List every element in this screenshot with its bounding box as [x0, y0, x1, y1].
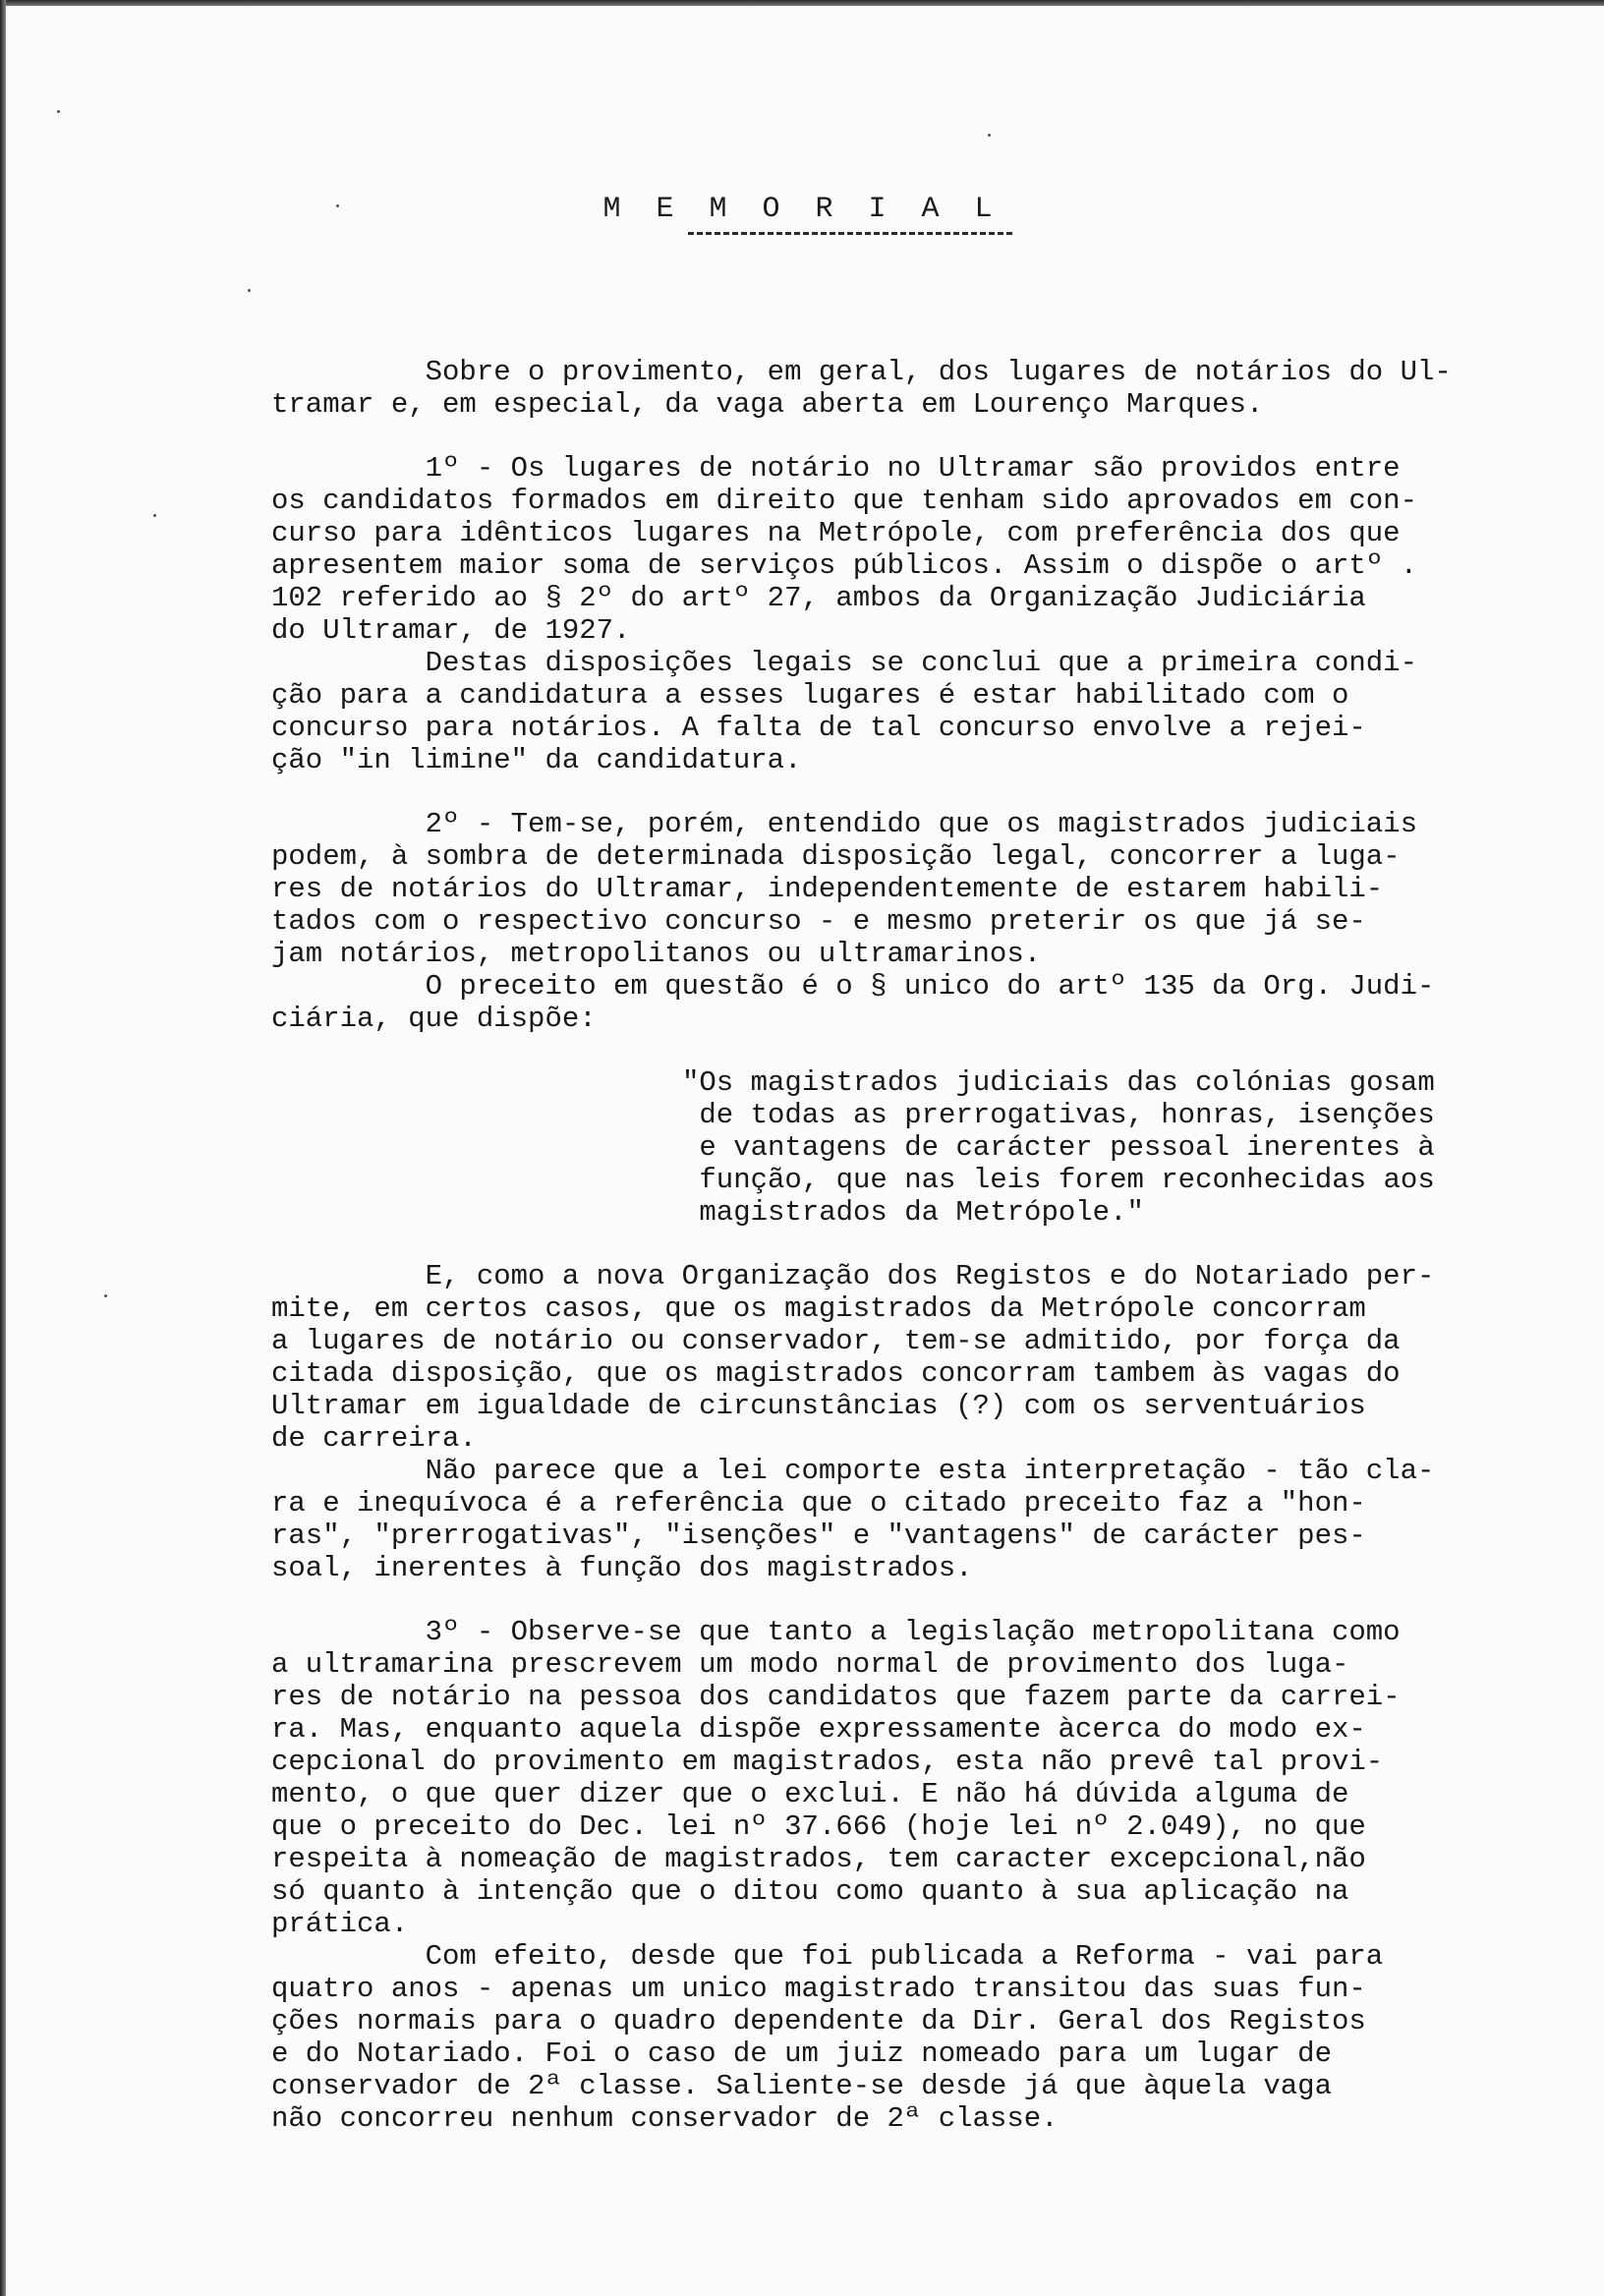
text-line: não concorreu nenhum conservador de 2ª classe.: [271, 2102, 1059, 2135]
page-left-edge: [0, 0, 6, 2296]
scan-speck: [57, 110, 60, 113]
text-line: podem, à sombra de determinada disposição legal, concorrer a luga-: [271, 840, 1401, 873]
text-line: concurso para notários. A falta de tal concurso envolve a rejei-: [271, 712, 1366, 744]
text-line: jam notários, metropolitanos ou ultramarinos.: [271, 938, 1042, 970]
text-line: os candidatos formados em direito que tenham sido aprovados em con-: [271, 485, 1417, 517]
title-underline: [688, 232, 1012, 235]
text-line: ciária, que dispõe:: [271, 1003, 597, 1035]
document-title: M E M O R I A L: [602, 193, 1002, 226]
text-line: O preceito em questão é o § unico do artº 135 da Org. Judi-: [271, 970, 1435, 1003]
text-line: Com efeito, desde que foi publicada a Reforma - vai para: [271, 1940, 1384, 1973]
page-top-edge: [0, 0, 1604, 6]
text-line: tramar e, em especial, da vaga aberta em Lourenço Marques.: [271, 388, 1264, 421]
scan-speck: [153, 514, 156, 517]
text-line: prática.: [271, 1908, 409, 1940]
text-line: a lugares de notário ou conservador, tem-se admitido, por força da: [271, 1325, 1401, 1357]
text-line: res de notário na pessoa dos candidatos que fazem parte da carrei-: [271, 1681, 1401, 1713]
text-line: ção "in limine" da candidatura.: [271, 744, 802, 776]
text-line: Ultramar em igualdade de circunstâncias (?) com os serventuários: [271, 1390, 1366, 1422]
scan-speck: [248, 289, 251, 292]
text-line: que o preceito do Dec. lei nº 37.666 (hoje lei nº 2.049), no que: [271, 1810, 1366, 1843]
text-line: mite, em certos casos, que os magistrados da Metrópole concorram: [271, 1292, 1366, 1325]
text-line: do Ultramar, de 1927.: [271, 614, 631, 647]
text-line: ra. Mas, enquanto aquela dispõe expressamente àcerca do modo ex-: [271, 1713, 1366, 1746]
text-line: cepcional do provimento em magistrados, esta não prevê tal provi-: [271, 1746, 1384, 1778]
text-line: a ultramarina prescrevem um modo normal de provimento dos luga-: [271, 1648, 1349, 1681]
text-line: conservador de 2ª classe. Saliente-se desde já que àquela vaga: [271, 2070, 1332, 2102]
text-line: soal, inerentes à função dos magistrados.: [271, 1552, 973, 1584]
quote-line: função, que nas leis forem reconhecidas aos: [682, 1164, 1435, 1196]
text-line: ra e inequívoca é a referência que o citado preceito faz a "hon-: [271, 1487, 1366, 1520]
text-line: citada disposição, que os magistrados concorram tambem às vagas do: [271, 1357, 1401, 1390]
scan-speck: [104, 1294, 107, 1297]
quote-line: de todas as prerrogativas, honras, isenções: [682, 1099, 1435, 1131]
text-line: respeita à nomeação de magistrados, tem caracter excepcional,não: [271, 1843, 1366, 1875]
text-line: ção para a candidatura a esses lugares é estar habilitado com o: [271, 679, 1349, 712]
text-line: E, como a nova Organização dos Registos e do Notariado per-: [271, 1260, 1435, 1292]
text-line: só quanto à intenção que o ditou como quanto à sua aplicação na: [271, 1875, 1349, 1908]
text-line: Sobre o provimento, em geral, dos lugares de notários do Ul-: [271, 356, 1452, 388]
text-line: Destas disposições legais se conclui que a primeira condi-: [271, 647, 1417, 679]
text-line: mento, o que quer dizer que o exclui. E não há dúvida alguma de: [271, 1778, 1349, 1810]
text-line: 102 referido ao § 2º do artº 27, ambos da Organização Judiciária: [271, 582, 1366, 614]
text-line: de carreira.: [271, 1422, 477, 1455]
scan-speck: [988, 134, 991, 137]
text-line: e do Notariado. Foi o caso de um juiz nomeado para um lugar de: [271, 2038, 1332, 2070]
text-line: ções normais para o quadro dependente da Dir. Geral dos Registos: [271, 2005, 1366, 2038]
text-line: apresentem maior soma de serviços públicos. Assim o dispõe o artº .: [271, 549, 1417, 582]
text-line: res de notários do Ultramar, independentemente de estarem habili-: [271, 873, 1384, 905]
text-line: tados com o respectivo concurso - e mesmo preterir os que já se-: [271, 905, 1366, 938]
document-body: [271, 356, 1588, 2135]
text-line: 3º - Observe-se que tanto a legislação metropolitana como: [271, 1616, 1401, 1648]
quote-line: "Os magistrados judiciais das colónias gosam: [682, 1066, 1435, 1099]
text-line: 1º - Os lugares de notário no Ultramar são providos entre: [271, 452, 1401, 485]
text-line: 2º - Tem-se, porém, entendido que os magistrados judiciais: [271, 808, 1417, 840]
quote-line: e vantagens de carácter pessoal inerentes à: [682, 1131, 1435, 1164]
quote-line: magistrados da Metrópole.": [682, 1196, 1144, 1229]
text-line: ras", "prerrogativas", "isenções" e "vantagens" de carácter pes-: [271, 1520, 1366, 1552]
text-line: quatro anos - apenas um unico magistrado transitou das suas fun-: [271, 1973, 1366, 2005]
text-line: curso para idênticos lugares na Metrópole, com preferência dos que: [271, 517, 1401, 549]
text-line: Não parece que a lei comporte esta interpretação - tão cla-: [271, 1455, 1435, 1487]
